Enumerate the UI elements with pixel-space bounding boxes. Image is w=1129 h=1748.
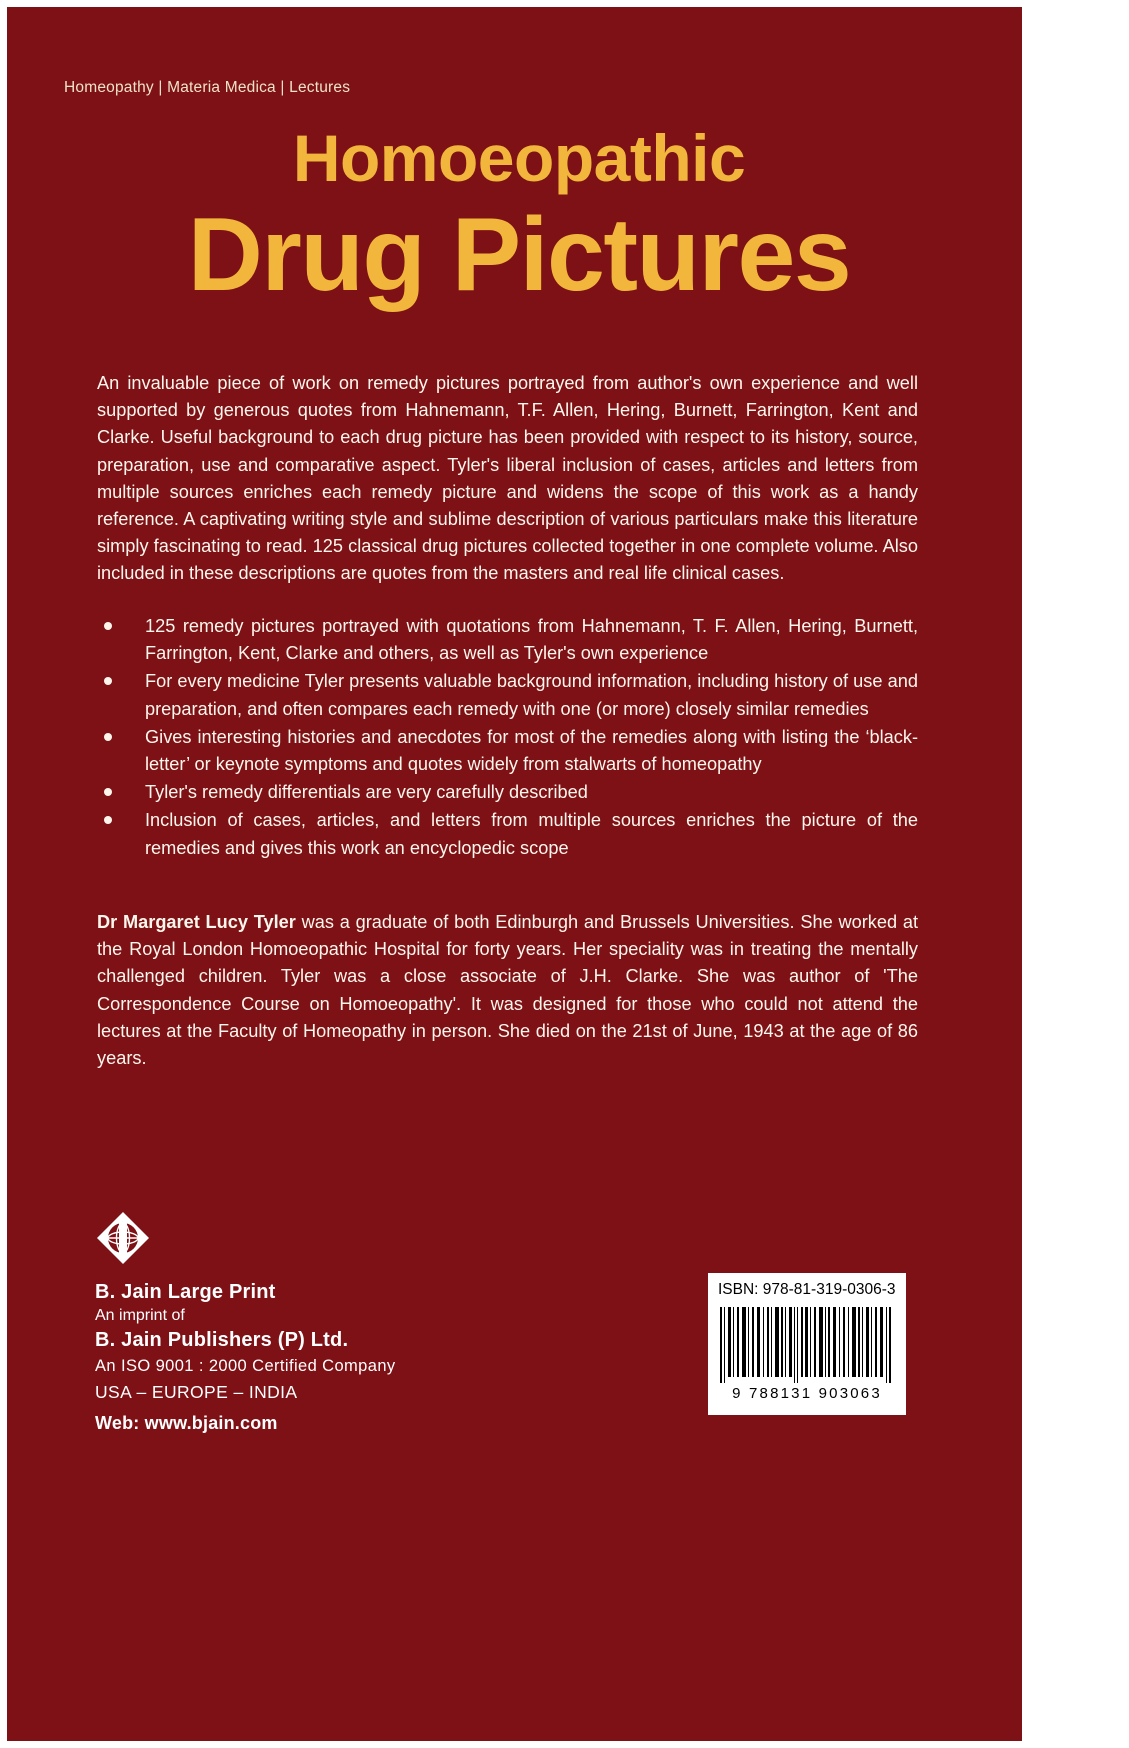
publisher-logo-icon xyxy=(95,1210,151,1266)
barcode-digits: 9 788131 903063 xyxy=(732,1385,882,1402)
back-cover xyxy=(7,7,1022,1741)
book-blurb: An invaluable piece of work on remedy pictures portrayed from author's own experience and well supported by generous quotes from Hahnemann, T.F. Allen, Hering, Burnett, Farrington, Kent and Clarke. Useful background to each drug picture has been provided with respect to its history, source, preparation, use and comparative aspect. Tyler's liberal inclusion of cases, articles and letters from multiple sources enriches each remedy picture and widens the scope of this work as a handy reference. A captivating writing style and sublime description of various particulars make this literature simply fascinating to read. 125 classical drug pictures collected together in one complete volume. Also included in these descriptions are quotes from the masters and real life clinical cases. xyxy=(97,373,918,584)
publisher-web: Web: www.bjain.com xyxy=(95,1413,278,1433)
feature-list xyxy=(97,613,918,863)
author-name: Dr Margaret Lucy Tyler xyxy=(97,912,296,932)
list-item-text: For every medicine Tyler presents valuable background information, including history of use and preparation, and often compares each remedy with one (or more) closely similar remedies xyxy=(145,671,918,719)
list-item xyxy=(97,779,918,806)
publisher-imprint-of-label: An imprint of xyxy=(95,1307,185,1324)
author-bio-text: was a graduate of both Edinburgh and Brussels Universities. She worked at the Royal London Homoeopathic Hospital for forty years. Her speciality was in treating the mentally challenged children. Tyler was a close associate of J.H. Clarke. She was author of 'The Correspondence Course on Homoeopathy'. It was designed for those who could not attend the lectures at the Faculty of Homeopathy in person. She died on the 21st of June, 1943 at the age of 86 years. xyxy=(97,912,918,1069)
book-title-line2: Drug Pictures xyxy=(187,197,851,313)
list-item-text: 125 remedy pictures portrayed with quotations from Hahnemann, T. F. Allen, Hering, Burnett, Farrington, Kent, Clarke and others, as well as Tyler's own experience xyxy=(145,616,918,664)
barcode-image xyxy=(720,1307,894,1383)
isbn-barcode-box xyxy=(708,1273,906,1415)
bullet-dot-icon xyxy=(104,622,112,630)
bullet-dot-icon xyxy=(104,733,112,741)
publisher-block xyxy=(95,1279,396,1437)
publisher-regions: USA – EUROPE – INDIA xyxy=(95,1382,298,1402)
list-item xyxy=(97,613,918,667)
list-item xyxy=(97,668,918,722)
publisher-imprint: B. Jain Large Print xyxy=(95,1281,276,1303)
list-item-text: Inclusion of cases, articles, and letters from multiple sources enriches the picture of the remedies and gives this work an encyclopedic scope xyxy=(145,810,918,858)
publisher-certification: An ISO 9001 : 2000 Certified Company xyxy=(95,1357,396,1375)
author-bio xyxy=(97,909,918,1072)
bullet-dot-icon xyxy=(104,677,112,685)
list-item xyxy=(97,724,918,778)
list-item-text: Gives interesting histories and anecdotes for most of the remedies along with listing the ‘black-letter’ or keynote symptoms and quotes widely from stalwarts of homeopathy xyxy=(145,726,918,775)
bullet-dot-icon xyxy=(104,816,112,824)
publisher-company: B. Jain Publishers (P) Ltd. xyxy=(95,1329,349,1351)
book-title-line1: Homoeopathic xyxy=(292,121,746,195)
bullet-dot-icon xyxy=(104,788,112,796)
list-item xyxy=(97,807,918,861)
list-item-text: Tyler's remedy differentials are very carefully described xyxy=(145,782,588,803)
isbn-label: ISBN: 978-81-319-0306-3 xyxy=(718,1281,896,1298)
category-line: Homeopathy | Materia Medica | Lectures xyxy=(64,79,351,96)
